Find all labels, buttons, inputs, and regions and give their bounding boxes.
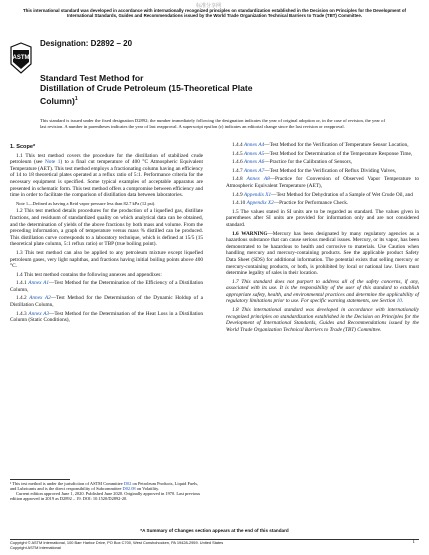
annex-a5-link[interactable]: Annex A5 xyxy=(243,150,265,157)
svg-text:ASTM: ASTM xyxy=(12,55,30,61)
title-line-3 xyxy=(40,94,390,106)
paragraph-1-4-3: 1.4.3 Annex A3—Test Method for the Determination of the Heat Loss in a Distillation Column (Static Conditions), xyxy=(10,310,203,324)
paragraph-1-4-8: 1.4.8 Annex A8—Practice for Conversion of Observed Vapor Temperature to Atmospheric Equivalent Temperature (AET), xyxy=(226,176,419,189)
subcommittee-d02-08-link[interactable]: D02.08 xyxy=(122,486,136,492)
copyright-sub-line: Copyright ASTM International xyxy=(10,544,61,550)
copyright-footer xyxy=(10,539,419,550)
page-number: 1 xyxy=(412,540,415,545)
copyright-line: Copyright © ASTM International, 100 Barr Harbor Drive, PO Box C700, West Conshohocken, PA 19428-2959. United States xyxy=(10,540,224,545)
annex-a2-link[interactable]: Annex A2 xyxy=(29,295,51,302)
title-line-1: Standard Test Method for xyxy=(40,73,144,83)
annex-a6-link[interactable]: Annex A6 xyxy=(243,159,265,166)
paragraph-1-4-2: 1.4.2 Annex A2—Test Method for the Determination of the Dynamic Holdup of a Distillation Column, xyxy=(10,295,203,309)
title-footnote-mark[interactable]: 1 xyxy=(74,95,78,102)
note-1-link[interactable]: Note 1 xyxy=(44,159,61,166)
footnotes xyxy=(10,481,203,501)
warning-label: 1.6 WARNING xyxy=(232,230,268,237)
footnote-edition: Current edition approved June 1, 2020. Published June 2020. Originally approved in 1970. Last previous edition approved in 2019 as D2892 – 19. DOI: 10.1520/D2892-20. xyxy=(10,491,201,502)
paragraph-1-5: 1.5 The values stated in SI units are to be regarded as standard. The values given in parentheses after SI units are provided for information only and are not considered standard. xyxy=(226,208,419,228)
title-line-2: Distillation of Crude Petroleum (15-Theoretical Plate xyxy=(40,83,253,94)
designation-label: Designation: D2892 – 20 xyxy=(40,39,133,48)
paragraph-1-6: 1.6 WARNING—Mercury has been designated by many regulatory agencies as a hazardous substance that can cause serious medical issues. Mercury, or its vapor, has been demonstrated to be hazardous to health and corrosive to materials. Use Caution when handling mercury and mercury-containing products. See the applicable product Safety Data Sheet (SDS) for additional information. The potential exists that selling mercury or mercury-containing products, or both, is prohibited by local or national law. Users must determine legality of sales in their location. xyxy=(226,230,419,277)
annex-a3-link[interactable]: Annex A3 xyxy=(28,310,50,317)
paragraph-1-4-6: 1.4.6 Annex A6—Practice for the Calibration of Sensors, xyxy=(232,159,352,166)
annex-a4-link[interactable]: Annex A4 xyxy=(243,142,265,148)
document-title xyxy=(40,73,390,106)
left-column xyxy=(10,142,203,326)
section-10-link[interactable]: 10 xyxy=(396,298,402,305)
paragraph-1-4-7: 1.4.7 Annex A7—Test Method for the Verification of Reflux Dividing Valves, xyxy=(232,167,396,174)
appendix-x2-link[interactable]: Appendix X2 xyxy=(246,200,274,207)
paragraph-1-4-9: 1.4.9 Appendix X1—Test Method for Dehydration of a Sample of Wet Crude Oil, and xyxy=(232,191,413,198)
paragraph-1-3: 1.3 This test method can also be applied to any petroleum mixture except liquefied petroleum gases, very light naphthas, and fractions having initial boiling points above 400 °C. xyxy=(10,249,203,270)
preamble: This standard is issued under the fixed designation D2892; the number immediately following the designation indicates the year of original adoption or, in the case of revision, the year of last revision. A number in parentheses indicates the year of last reapproval. A superscript epsilon (ε) indicates an editorial change since the last revision or reapproval. xyxy=(40,118,385,129)
paragraph-1-7: 1.7 This standard does not purport to address all of the safety concerns, if any, associated with its use. It is the responsibility of the user of this standard to establish appropriate safety, health, and environmental practices and determine the applicability of regulatory limitations prior to use. For specific warning statements, see Section 10. xyxy=(226,278,419,305)
paragraph-1-8: 1.8 This international standard was developed in accordance with internationally recognized principles on standardization established in the Decision on Principles for the Development of International Standards, Guides and Recommendations issued by the World Trade Organization Technical Barriers to Trade (TBT) Committee. xyxy=(226,307,419,333)
summary-of-changes-note: *A Summary of Changes section appears at the end of this standard xyxy=(140,528,289,533)
right-column xyxy=(226,142,419,335)
footnote-divider xyxy=(10,479,70,480)
footnote-1: ¹ This test method is under the jurisdiction of ASTM Committee D02 on Petroleum Products, Liquid Fuels, and Lubricants and is the direct responsibility of Subcommittee D02.08 on Volatility. xyxy=(10,481,199,492)
standards-notice: This international standard was developed in accordance with internationally recognized principles on standardization established in the Decision on Principles for the Development of International Standards, Guides and Recommendations issued by the World Trade Organization Technical Barriers to Trade (TBT) Committee. xyxy=(22,8,407,19)
paragraph-1-4-4: 1.4.4 Annex A4—Test Method for the Verification of Temperature Sensor Location, xyxy=(232,142,409,148)
paragraph-1-1: 1.1 This test method covers the procedure for the distillation of stabilized crude petroleum (see Note 1) to a final cut temperature of 400 °C Atmospheric Equivalent Temperature (AET). This test method employs a fractionating column having an efficiency of 14 to 18 theoretical plates operated at a reflux ratio of 5:1. Performance criteria for the necessary equipment is specified. Some typical examples of acceptable apparatus are presented in schematic form. This test method offers a compromise between efficiency and time in order to facilitate the comparison of distillation data between laboratories. xyxy=(10,152,203,199)
watermark: 标准分享网 xyxy=(196,3,222,9)
paragraph-1-4-5: 1.4.5 Annex A5—Test Method for Determination of the Temperature Response Time, xyxy=(232,150,413,157)
annex-a8-link[interactable]: Annex A8 xyxy=(246,176,270,183)
scope-heading: 1. Scope* xyxy=(10,144,36,150)
paragraph-1-4-1: 1.4.1 Annex A1—Test Method for the Determination of the Efficiency of a Distillation Column, xyxy=(10,280,203,293)
paragraph-1-4-10: 1.4.10 Appendix X2—Practice for Performance Check. xyxy=(232,200,349,207)
astm-logo-icon xyxy=(10,42,32,74)
paragraph-1-2: 1.2 This test method details procedures for the production of a liquefied gas, distillate fractions, and residuum of standardized quality on which analytical data can be obtained, and the determination of yields of the above fractions by both mass and volume. From the preceding information, a graph of temperature versus mass % distilled can be produced. This distillation curve corresponds to a laboratory technique, which is defined at 15/5 (15 theoretical plate column, 5:1 reflux ratio) or TBP (true boiling point). xyxy=(10,208,203,248)
committee-d02-link[interactable]: D02 xyxy=(123,481,132,486)
annex-a1-link[interactable]: Annex A1 xyxy=(28,280,49,287)
title-line-3-text: Column) xyxy=(40,95,75,106)
paragraph-1-4: 1.4 This test method contains the following annexes and appendixes: xyxy=(16,271,162,278)
note-1: Note 1—Defined as having a Reid vapor pressure less than 82.7 kPa (12 psi). xyxy=(16,200,156,206)
annex-a7-link[interactable]: Annex A7 xyxy=(243,167,265,174)
appendix-x1-link[interactable]: Appendix X1 xyxy=(243,191,272,198)
